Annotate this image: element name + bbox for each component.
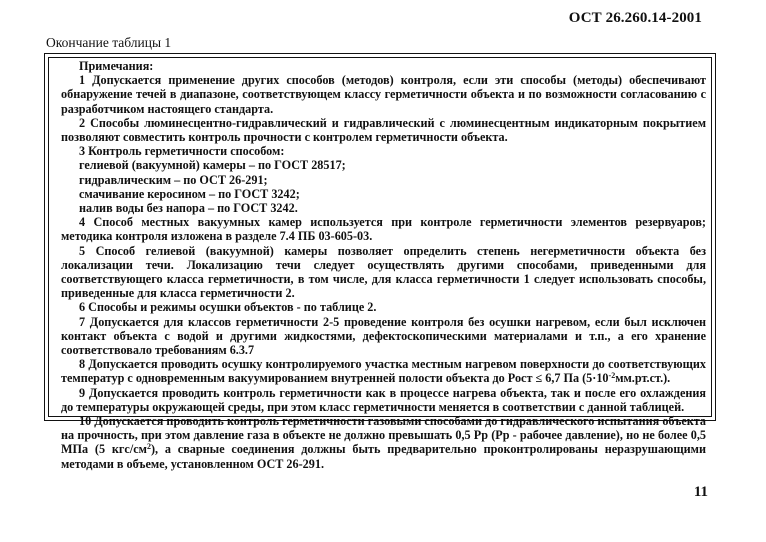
note-3-item: гелиевой (вакуумной) камеры – по ГОСТ 28517;: [79, 158, 346, 173]
note-9: 9 Допускается проводить контроль герметичности как в процессе нагрева объекта, так и после его охлаждения до температуры окружающей среды, при этом класс герметичности меняется в соответствии с данной таблицей.: [61, 385, 706, 414]
note-5: 5 Способ гелиевой (вакуумной) камеры позволяет определить степень негерметичности объекта без локализации течи. Локализацию течи следует осуществлять другими способами, приведенными для соответствующего класса герметичности, в том числе, для класса герметичности 1 следует использовать способы, приведенные для класса герметичности 2.: [61, 243, 706, 301]
note-8: [61, 357, 706, 385]
note-2: 2 Способы люминесцентно-гидравлический и гидравлический с люминесцентным индикаторным покрытием позволяют совместить контроль прочности с контролем герметичности объекта.: [61, 115, 706, 145]
note-3: 3 Контроль герметичности способом:: [79, 144, 285, 159]
note-6: 6 Способы и режимы осушки объектов - по таблице 2.: [79, 300, 377, 315]
note-10-text-end: ), а сварные соединения должны быть предварительно проконтролированы неразрушающими методами в объеме, установленном ОСТ 26-291.: [61, 442, 706, 471]
page-number: 11: [693, 484, 708, 500]
notes-content: [48, 57, 712, 471]
note-8-unit: мм.рт.ст.).: [615, 371, 671, 386]
note-8-text: 8 Допускается проводить осушку контролируемого участка местным нагревом поверхности до соответствующих температур с одновременным вакуумированием внутренней полости объекта до Рост ≤ 6,7 Па (5·10: [61, 357, 706, 386]
note-7: 7 Допускается для классов герметичности 2-5 проведение контроля без осушки нагревом, если был исключен контакт объекта с водой и другими жидкостями, дефектоскопическими материалами и т.п., а его хранение соответствовало требованиям 6.3.7: [61, 314, 706, 358]
notes-heading: Примечания:: [79, 59, 154, 73]
note-8-exponent: -2: [608, 371, 616, 381]
notes-box: [44, 53, 716, 471]
document-code: ОСТ 26.260.14-2001: [568, 10, 702, 26]
note-10: [61, 414, 706, 471]
note-3-item: гидравлическим – по ОСТ 26-291;: [79, 172, 268, 187]
note-3-item: налив воды без напора – по ГОСТ 3242.: [79, 201, 298, 216]
note-4: 4 Способ местных вакуумных камер используется при контроле герметичности элементов резервуаров; методика контроля изложена в разделе 7.4 ПБ 03-605-03.: [61, 215, 706, 244]
note-10-exponent: 2: [146, 442, 151, 452]
note-10-text: 10 Допускается проводить контроль герметичности газовыми способами до гидравлического испытания объекта на прочность, при этом давление газа в объекте не должно превышать 0,5 Рр (Рр - рабочее давление), но не более 0,5 МПа (5 кгс/см: [61, 414, 706, 457]
note-1: 1 Допускается применение других способов (методов) контроля, если эти способы (методы) обеспечивают обнаружение течей в диапазоне, соответствующем классу герметичности объекта и по возможности согласованию с разработчиком настоящего стандарта.: [61, 73, 706, 116]
table-caption: Окончание таблицы 1: [46, 35, 172, 50]
note-3-item: смачивание керосином – по ГОСТ 3242;: [79, 186, 300, 201]
